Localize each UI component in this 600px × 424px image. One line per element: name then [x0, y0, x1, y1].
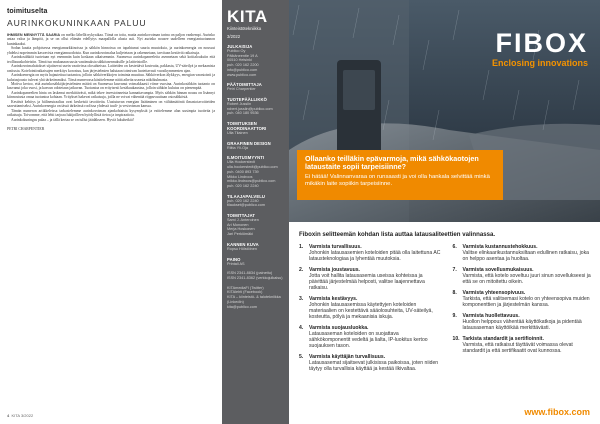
masthead-line: Publico Oy: [227, 49, 246, 53]
masthead-heading: TOIMITUKSEN KOORDINAATTORI: [227, 121, 267, 132]
checklist-number: 5.: [299, 354, 304, 360]
article-paragraph: Aurinkoenergia on myös hajautettua tuotantoa, jolloin sähköverkkojen toiminta muuttuu. Sähköverkon älykkyys, energian varastointi ja kulutusjousto tulevat yhä tärkeämmiksi. Tässä numerossa käsittelemme näitä aiheita useasta näkökulmasta.: [7, 73, 215, 82]
checklist-column-left: [299, 244, 441, 377]
checklist-number: 2.: [299, 267, 304, 273]
masthead-heading: KANNEN KUVA: [227, 241, 259, 247]
masthead-heading: GRAAFINEN DESIGN: [227, 140, 271, 146]
article-paragraph: Aurinkosähköä tuotetaan nyt enemmän kuin koskaan aikaisemmin. Suomessa aurinkopaneeleita asennetaan sekä kotitalouksiin että teollisuuskohteisiin. Tämä tuo mukanaan uusia vaatimuksia sähköasennuksille ja laitteistoille.: [7, 55, 215, 64]
masthead-section: [227, 286, 285, 310]
checklist-item: [299, 244, 441, 262]
masthead-heading: PÄÄTOIMITTAJA: [227, 82, 262, 88]
masthead-line: Ulla Tiiainen: [227, 131, 248, 136]
checklist-text: Varmista huollettavuus. Huollon helppous vähentää käyttökatkoja ja pidentää latausaseman käyttöikää merkittävästi.: [462, 313, 582, 331]
checklist-text: Varmista käyttäjän turvallisuus. Latausasemat sijaitsevat julkisissa paikoissa, joten niiden täytyy olla turvallisia käyttää ja kestää ilkivaltaa.: [309, 354, 439, 372]
page-number: 4: [7, 413, 10, 418]
masthead-line: Printall AS: [227, 261, 245, 266]
fibox-logo: FIBOX: [495, 28, 588, 58]
fibox-tagline: Enclosing innovations: [491, 58, 588, 68]
masthead-heading: PAINO: [227, 256, 241, 262]
masthead-line: www.publico.com: [227, 72, 257, 77]
checklist-title: Varmista kestävyys.: [309, 296, 358, 302]
checklist-item: [453, 290, 595, 308]
ad-photo: [289, 0, 600, 230]
masthead-section: [227, 97, 285, 116]
checklist-text: Varmista yhteensopivuus. Tarkista, että valitsemasi kotelo on yhteensopiva muiden komponenttien ja järjestelmän kanssa.: [462, 290, 590, 308]
checklist-text: Varmista sovellusmukaisuus. Varmista, että kotelo soveltuu juuri sinun sovellukseesi ja että se on mitoitettu oikein.: [462, 267, 591, 285]
checklist-item: [299, 325, 441, 349]
checklist-title: Varmista yhteensopivuus.: [462, 290, 526, 296]
checklist-title: Varmista suojausluokka.: [309, 325, 369, 331]
masthead-line: Robert Jusslin: [227, 101, 252, 106]
checklist-item: [453, 244, 595, 262]
checklist-item: [299, 354, 441, 372]
checklist-panel: [289, 222, 600, 424]
masthead-section: [227, 194, 285, 208]
checklist-title: Varmista huollettavuus.: [462, 313, 520, 319]
question-text: Ollaanko teilläkin epävarmoja, mikä sähkökaotojen lataustaite sopii tarpeisiinne?: [305, 154, 479, 172]
masthead-line: KITAmediaFI (Twitter): [227, 285, 264, 290]
masthead-section: [227, 121, 285, 136]
masthead-section: [227, 141, 285, 151]
checklist-column-right: [453, 244, 595, 377]
masthead-heading: JULKAISIJA: [227, 44, 253, 49]
masthead-line: mikko.lindroos@publico.com: [227, 179, 276, 184]
masthead-sections: [227, 44, 285, 309]
masthead-line: ISSN 2341-8362 (verkkojulkaisu): [227, 275, 283, 280]
article-body: [7, 33, 215, 132]
checklist-title: Varmista sovellusmukaisuus.: [462, 267, 534, 273]
checklist-text: Varmista kestävyys. Johonkin latausasemissa käytettyjen koteloiden materiaalien on kestettävä sääolosuhteita, UV-säteilyä, kosteutta, pölyä ja mekaanisia iskuja.: [309, 296, 433, 320]
masthead-section: [227, 242, 285, 252]
answer-text: Ei hätää! Valinnanvaraa on runsaasti ja voi olla hankala selvittää minkä mikäkin laite sopiikin tarpeisiinne.: [305, 173, 490, 187]
checklist-grid: [299, 244, 594, 377]
fibox-url[interactable]: www.fibox.com: [524, 407, 590, 417]
editorial-column: [0, 0, 222, 424]
masthead-line: puh. 040 180 9536: [227, 111, 259, 116]
masthead-line: puh. 020 162 2240: [227, 198, 259, 203]
masthead-section: [227, 155, 285, 188]
masthead-line: Ari Mononen: [227, 222, 249, 227]
masthead-line: tilaukset@publico.com: [227, 203, 266, 208]
article-paragraph: Tämän numeron artikkeleissa tarkastelemme aurinkovoiman ajankohtaisia kysymyksiä ja esittelemme alan uusimpia tuotteita ja ratkaisuja. Toivomme, että lehti tarjoaa lukijoilleen hyödyllistä tietoa ja inspiraatiota.: [7, 108, 215, 118]
masthead-line: info@publico.com: [227, 67, 258, 72]
article-paragraph: IHMISEN MENNYTTÄ SAARIA on melko lähellä nykyaikaa. Tämä on totta, mutta aurinkovoiman tarina on paljon vanhempi. Aurinko antaa valoa ja lämpöä, ja se on ollut elämän edellytys maapallolla alusta asti. Nyt aurinko nousee uudelleen energiantuotannon kuninkaaksi.: [7, 33, 215, 46]
masthead-line: ISSN 2341-8834 (painettu): [227, 271, 273, 276]
article-lead: IHMISEN MENNYTTÄ SAARIA: [7, 33, 62, 37]
masthead-line: Riitta Yli-Oja: [227, 145, 249, 150]
kita-tagline: Kiinteistötekniikka: [227, 26, 262, 31]
checklist-intro: Fiboxin selitteemän kohdan lista auttaa latausaliteettien valinnassa.: [299, 231, 496, 238]
checklist-text: Varmista suojausluokka. Latausaseman koteloiden on suojattava sähkökomponentit vedeltä ja lialta, IP-luokitus kertoo suojauksen tason.: [309, 325, 428, 349]
masthead-heading: TOIMITTAJAT: [227, 213, 256, 219]
masthead-column: [222, 0, 289, 424]
masthead-line: Ulla Hockerstedt: [227, 160, 255, 165]
checklist-text: Tarkista standardit ja sertifioinnit. Varmista, että ratkaisut täyttävät voimassa olevat standardit ja että sertifikaatit ovat kunnossa.: [462, 336, 573, 354]
masthead-line: Merja Hoskonen: [227, 227, 255, 232]
checklist-title: Varmista käyttäjän turvallisuus.: [309, 354, 386, 360]
issue-number: 3/2022: [227, 34, 241, 39]
article-paragraph: Aurinkokuningas palaa – ja tällä kertaa se on tullut jäädäkseen. Hyviä lukuhetkiä!: [11, 117, 134, 122]
masthead-section: [227, 82, 285, 92]
page-footer: [7, 413, 33, 418]
checklist-item: [453, 313, 595, 331]
checklist-text: Varmista turvallisuus. Johonkin latausasemien koteloiden pitää olla laitettuna AC latausteknologiaa ja lyhentää muutoksia.: [309, 244, 441, 262]
masthead-line: puh. 020 162 2240: [227, 183, 259, 188]
masthead-line: robert.jusslin@publico.com: [227, 106, 273, 111]
masthead-section: [227, 271, 285, 280]
article-paragraph: Sodan kautta pohjoisessa energiamarkkinoissa ja sähkön hinnoissa on tapahtunut suuria muutoksia, ja aurinkoenergia on noussut yhdeksi nopeimmin kasvavista energiamuodoista. Kun aurinkovoimalaa kuljetetaan ja rakennetaan, tarvitaan kestäviä ratkaisuja.: [7, 46, 215, 55]
masthead-line: Sami J. Anteroinen: [227, 218, 259, 223]
masthead-heading: ILMOITUSMYYNTI: [227, 155, 265, 161]
masthead-line: ulla.hockerstedt@publico.com: [227, 165, 278, 170]
checklist-number: 9.: [452, 313, 457, 319]
masthead-line: 00510 Helsinki: [227, 58, 252, 63]
checklist-text: Varmista joustavuus. Jotta voit hallita latausasemia useissa kohteissa ja päivittää järjestelmää helposti, valitse laajennettava ratkaisu.: [309, 267, 425, 291]
masthead-section: [227, 44, 285, 77]
checklist-number: 4.: [299, 325, 304, 331]
article-paragraph: Kestävä kehitys ja hiilineutraalius ovat keskeisiä tavoitteita. Uusiutuvan energian lisääminen on välttämätöntä ilmastotavoitteiden saavuttamiseksi. Aurinkoenergia on tässä tärkeässä roolissa yhdessä tuuli- ja vesivoiman kanssa.: [7, 99, 215, 109]
checklist-title: Tarkista standardit ja sertifioinnit.: [462, 336, 544, 342]
fibox-advertisement: [289, 0, 600, 424]
masthead-line: kita@publico.com: [227, 304, 258, 309]
masthead-line: Ropsu Hölstöinen: [227, 246, 257, 251]
masthead-section: [227, 213, 285, 237]
article-headline: AURINKOKUNINKAAN PALUU: [7, 18, 147, 28]
checklist-number: 6.: [452, 244, 457, 250]
checklist-title: Varmista turvallisuus.: [309, 244, 362, 250]
section-kicker: toimituselta: [7, 8, 48, 15]
author-signature: PETRI CHARPENTIER: [7, 127, 45, 132]
checklist-item: [299, 267, 441, 291]
article-paragraph: Aurinkovoimalaitokset sijaitsevat usein vaativissa olosuhteissa. Laitteiden on kestettävä kosteutta, pakkasta, UV-säteilyä ja mekaanista rasitusta. Kotelointiratkaisujen merkitys korostuu, kun järjestelmien halutaan toimivan luotettavasti vuosikymmenten ajan.: [7, 64, 215, 73]
masthead-line: Pälkäneentie 19 A: [227, 53, 258, 58]
article-paragraph: Motiva kertoo, että aurinkosähköjärjestelmien määrä on Suomessa kasvanut voimakkaasti viime vuosina. Aurinkosähkön tuotanto on kasvanut joka vuosi, ja kasvun odotetaan jatkuvan. Tuotantoa on erityisesti kesäkuukausina, jolloin sähkön kulutus on pienempää.: [7, 81, 215, 91]
checklist-number: 1.: [299, 244, 304, 250]
checklist-number: 10.: [452, 336, 460, 342]
checklist-title: Varmista kustannustehokkuus.: [462, 244, 538, 250]
checklist-number: 7.: [452, 267, 457, 273]
masthead-section: [227, 257, 285, 267]
checklist-item: [453, 336, 595, 354]
masthead-line: Petri Charpentier: [227, 87, 256, 92]
checklist-title: Varmista joustavuus.: [309, 267, 360, 273]
masthead-heading: TILAAJAPALVELU: [227, 193, 266, 199]
masthead-line: puh. 0400 893 739: [227, 169, 259, 174]
article-paragraph: Aurinkopaneelien hinta on laskenut merkittävästi, mikä tekee investoinneista kannattavampia. Myös sähkön hinnan nousu on lisännyt kiinnostusta omaa tuotantoa kohtaan. Yritykset hakevat ratkaisuja, joilla ne voivat vähentää riippuvuuttaan ostosähköstä.: [7, 90, 215, 100]
question-box: [297, 150, 503, 200]
checklist-item: [453, 267, 595, 285]
checklist-number: 8.: [452, 290, 457, 296]
kita-logo: KITA: [227, 7, 268, 26]
masthead-line: Jari Perkiömäki: [227, 232, 253, 237]
issue-label: KITA 3/2022: [11, 413, 34, 418]
masthead-line: KITAlehti (Facebook): [227, 290, 263, 295]
masthead-line: KITA – kiinteistö- & talotekniikka (LinkedIn): [227, 295, 281, 304]
checklist-item: [299, 296, 441, 320]
masthead-line: Mikko Lindroos: [227, 174, 253, 179]
masthead-line: puh. 020 162 2200: [227, 63, 259, 68]
checklist-text: Varmista kustannustehokkuus. Valitse elinkaarikustannuksiltaan edullinen ratkaisu, joka on helppo asentaa ja huoltaa.: [462, 244, 589, 262]
masthead-heading: TUOTEPÄÄLLIKKÖ: [227, 96, 268, 102]
checklist-number: 3.: [299, 296, 304, 302]
